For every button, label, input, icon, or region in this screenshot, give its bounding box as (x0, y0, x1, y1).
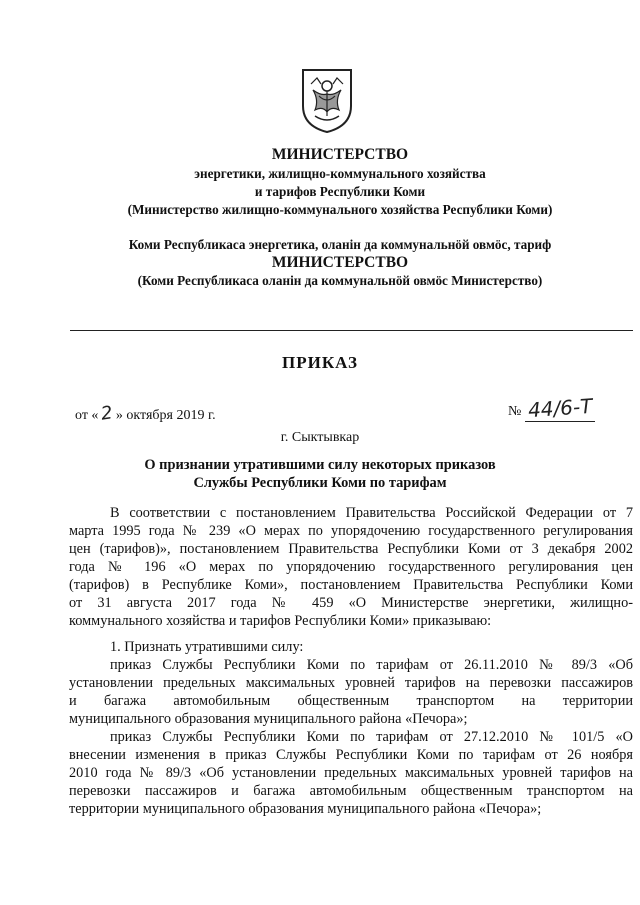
body-line: приказ Службы Республики Коми по тарифам от 27.12.2010 № 101/5 «О (110, 729, 633, 745)
komi-name-line-1: Коми Республикаса энергетика, оланiн да коммунальнӧй овмӧс, тариф (128, 237, 552, 252)
subject-line-1: О признании утратившими силу некоторых приказов (144, 457, 496, 473)
header-divider (70, 330, 633, 331)
date-rest: » октября 2019 г. (115, 408, 216, 423)
body-line: от 31 августа 2017 года № 459 «О Министерстве энергетики, жилищно- (69, 595, 633, 611)
komi-coat-of-arms-icon (297, 66, 357, 134)
body-line: перевозки пассажиров и багажа автомобильным общественным транспортом на (69, 783, 633, 799)
body-line: (тарифов) в Республике Коми», постановлением Правительства Республики Коми (69, 577, 633, 593)
date-day-handwritten: 2 (100, 402, 115, 425)
number-handwritten: 44/6-Т (527, 393, 593, 423)
body-line: В соответствии с постановлением Правительства Российской Федерации от 7 (110, 505, 633, 521)
ministry-name-line-2: и тарифов Республики Коми (254, 184, 426, 199)
city: г. Сыктывкар (280, 430, 360, 445)
ministry-name-line-1: энергетики, жилищно-коммунального хозяйства (194, 166, 486, 181)
order-number (508, 393, 595, 423)
subject-line-2: Службы Республики Коми по тарифам (193, 475, 447, 491)
body-line: установлении предельных максимальных уровней тарифов на перевозки пассажиров (69, 675, 633, 691)
clause-1-heading: 1. Признать утратившими силу: (110, 639, 304, 655)
body-line: коммунального хозяйства и тарифов Республики Коми» приказываю: (69, 613, 492, 629)
order-date (75, 403, 216, 424)
body-line: цен (тарифов)», постановлением Правительства Республики Коми от 3 декабря 2002 (69, 541, 633, 557)
body-line: приказ Службы Республики Коми по тарифам от 26.11.2010 № 89/3 «Об (110, 657, 633, 673)
ministry-name-line-3: (Министерство жилищно-коммунального хозяйства Республики Коми) (127, 202, 553, 217)
ministry-heading-komi: МИНИСТЕРСТВО (271, 254, 409, 271)
date-prefix: от « (75, 408, 99, 423)
body-line: 2010 года № 89/3 «Об установлении предельных максимальных уровней тарифов на (69, 765, 633, 781)
komi-name-line-2: (Коми Республикаса оланiн да коммунальнӧй овмӧс Министерство) (137, 273, 543, 288)
body-line: внесении изменения в приказ Службы Республики Коми по тарифам от 26 ноября (69, 747, 633, 763)
body-line: года № 196 «О мерах по упорядочению государственного регулирования цен (69, 559, 633, 575)
body-line: марта 1995 года № 239 «О мерах по упорядочению государственного регулирования (69, 523, 633, 539)
ministry-heading-ru: МИНИСТЕРСТВО (271, 146, 409, 163)
order-title: ПРИКАЗ (282, 353, 358, 372)
body-line: и багажа автомобильным общественным транспортом на территории (69, 693, 633, 709)
body-line: муниципального образования муниципального района «Печора»; (69, 711, 468, 727)
number-prefix: № (508, 404, 522, 419)
body-line: территории муниципального образования муниципального района «Печора»; (69, 801, 542, 817)
